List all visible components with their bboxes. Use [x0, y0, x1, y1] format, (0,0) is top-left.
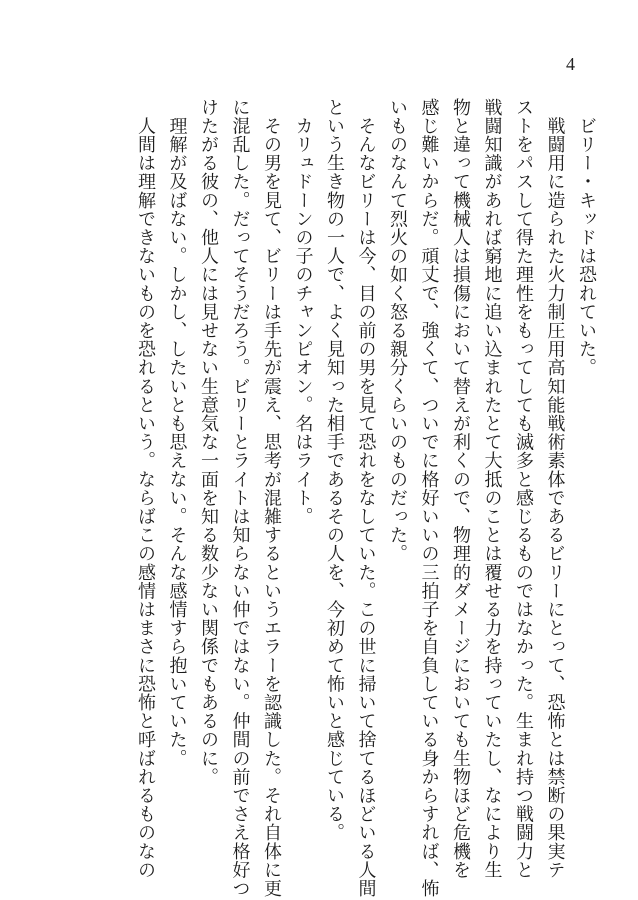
text-line: ストをパスして得た理性をもってしても滅多と感じるものではなかった。生まれ持つ戦闘力と [513, 98, 534, 880]
text-line: に混乱した。だってそうだろう。ビリーとライトは知らない仲ではない。仲間の前でさえ格好つ [229, 98, 251, 898]
text-line: その男を見て、ビリーは手先が震え、思考が混雑するというエラーを認識した。それ自体に更 [261, 98, 282, 898]
text-line: 戦闘知識があれば窮地に追い込まれたとて大抵のことは覆せる力を持っていたし、なにより生 [481, 98, 503, 880]
text-line: という生き物の一人で、よく見知った相手であるその人を、今初めて怖いと感じている。 [324, 98, 345, 842]
text-line: けたがる彼の、他人には見せない生意気な一面を知る数少ない関係でもあるのに。 [198, 98, 219, 787]
text-line: ビリー・キッドは恐れていた。 [576, 98, 597, 377]
text-line: 人間は理解できないものを恐れるという。ならばこの感情はまさに恐怖と呼ばれるものなの [135, 98, 156, 880]
text-line: 感じ難いからだ。頑丈で、強くて、ついでに格好いいの三拍子を自負している身からすれば、怖 [418, 98, 440, 898]
text-line: 物と違って機械人は損傷において替えが利くので、物理的ダメージにおいても生物ほど危機を [450, 98, 471, 880]
page-number: 4 [566, 54, 575, 74]
text-line: 戦闘用に造られた火力制圧用高知能戦術素体であるビリーにとって、恐怖とは禁断の果実テ [544, 98, 566, 880]
body-text [130, 98, 603, 898]
text-line: そんなビリーは今、目の前の男を見て恐れをなしていた。この世に掃いて捨てるほどいる人間 [355, 98, 377, 898]
text-line: カリュドーンの子のチャンピオン。名はライト。 [292, 98, 314, 526]
text-line: いものなんて烈火の如く怒る親分くらいのものだった。 [387, 98, 408, 563]
text-line: 理解が及ばない。しかし、したいとも思えない。そんな感情すら抱いていた。 [166, 98, 188, 768]
